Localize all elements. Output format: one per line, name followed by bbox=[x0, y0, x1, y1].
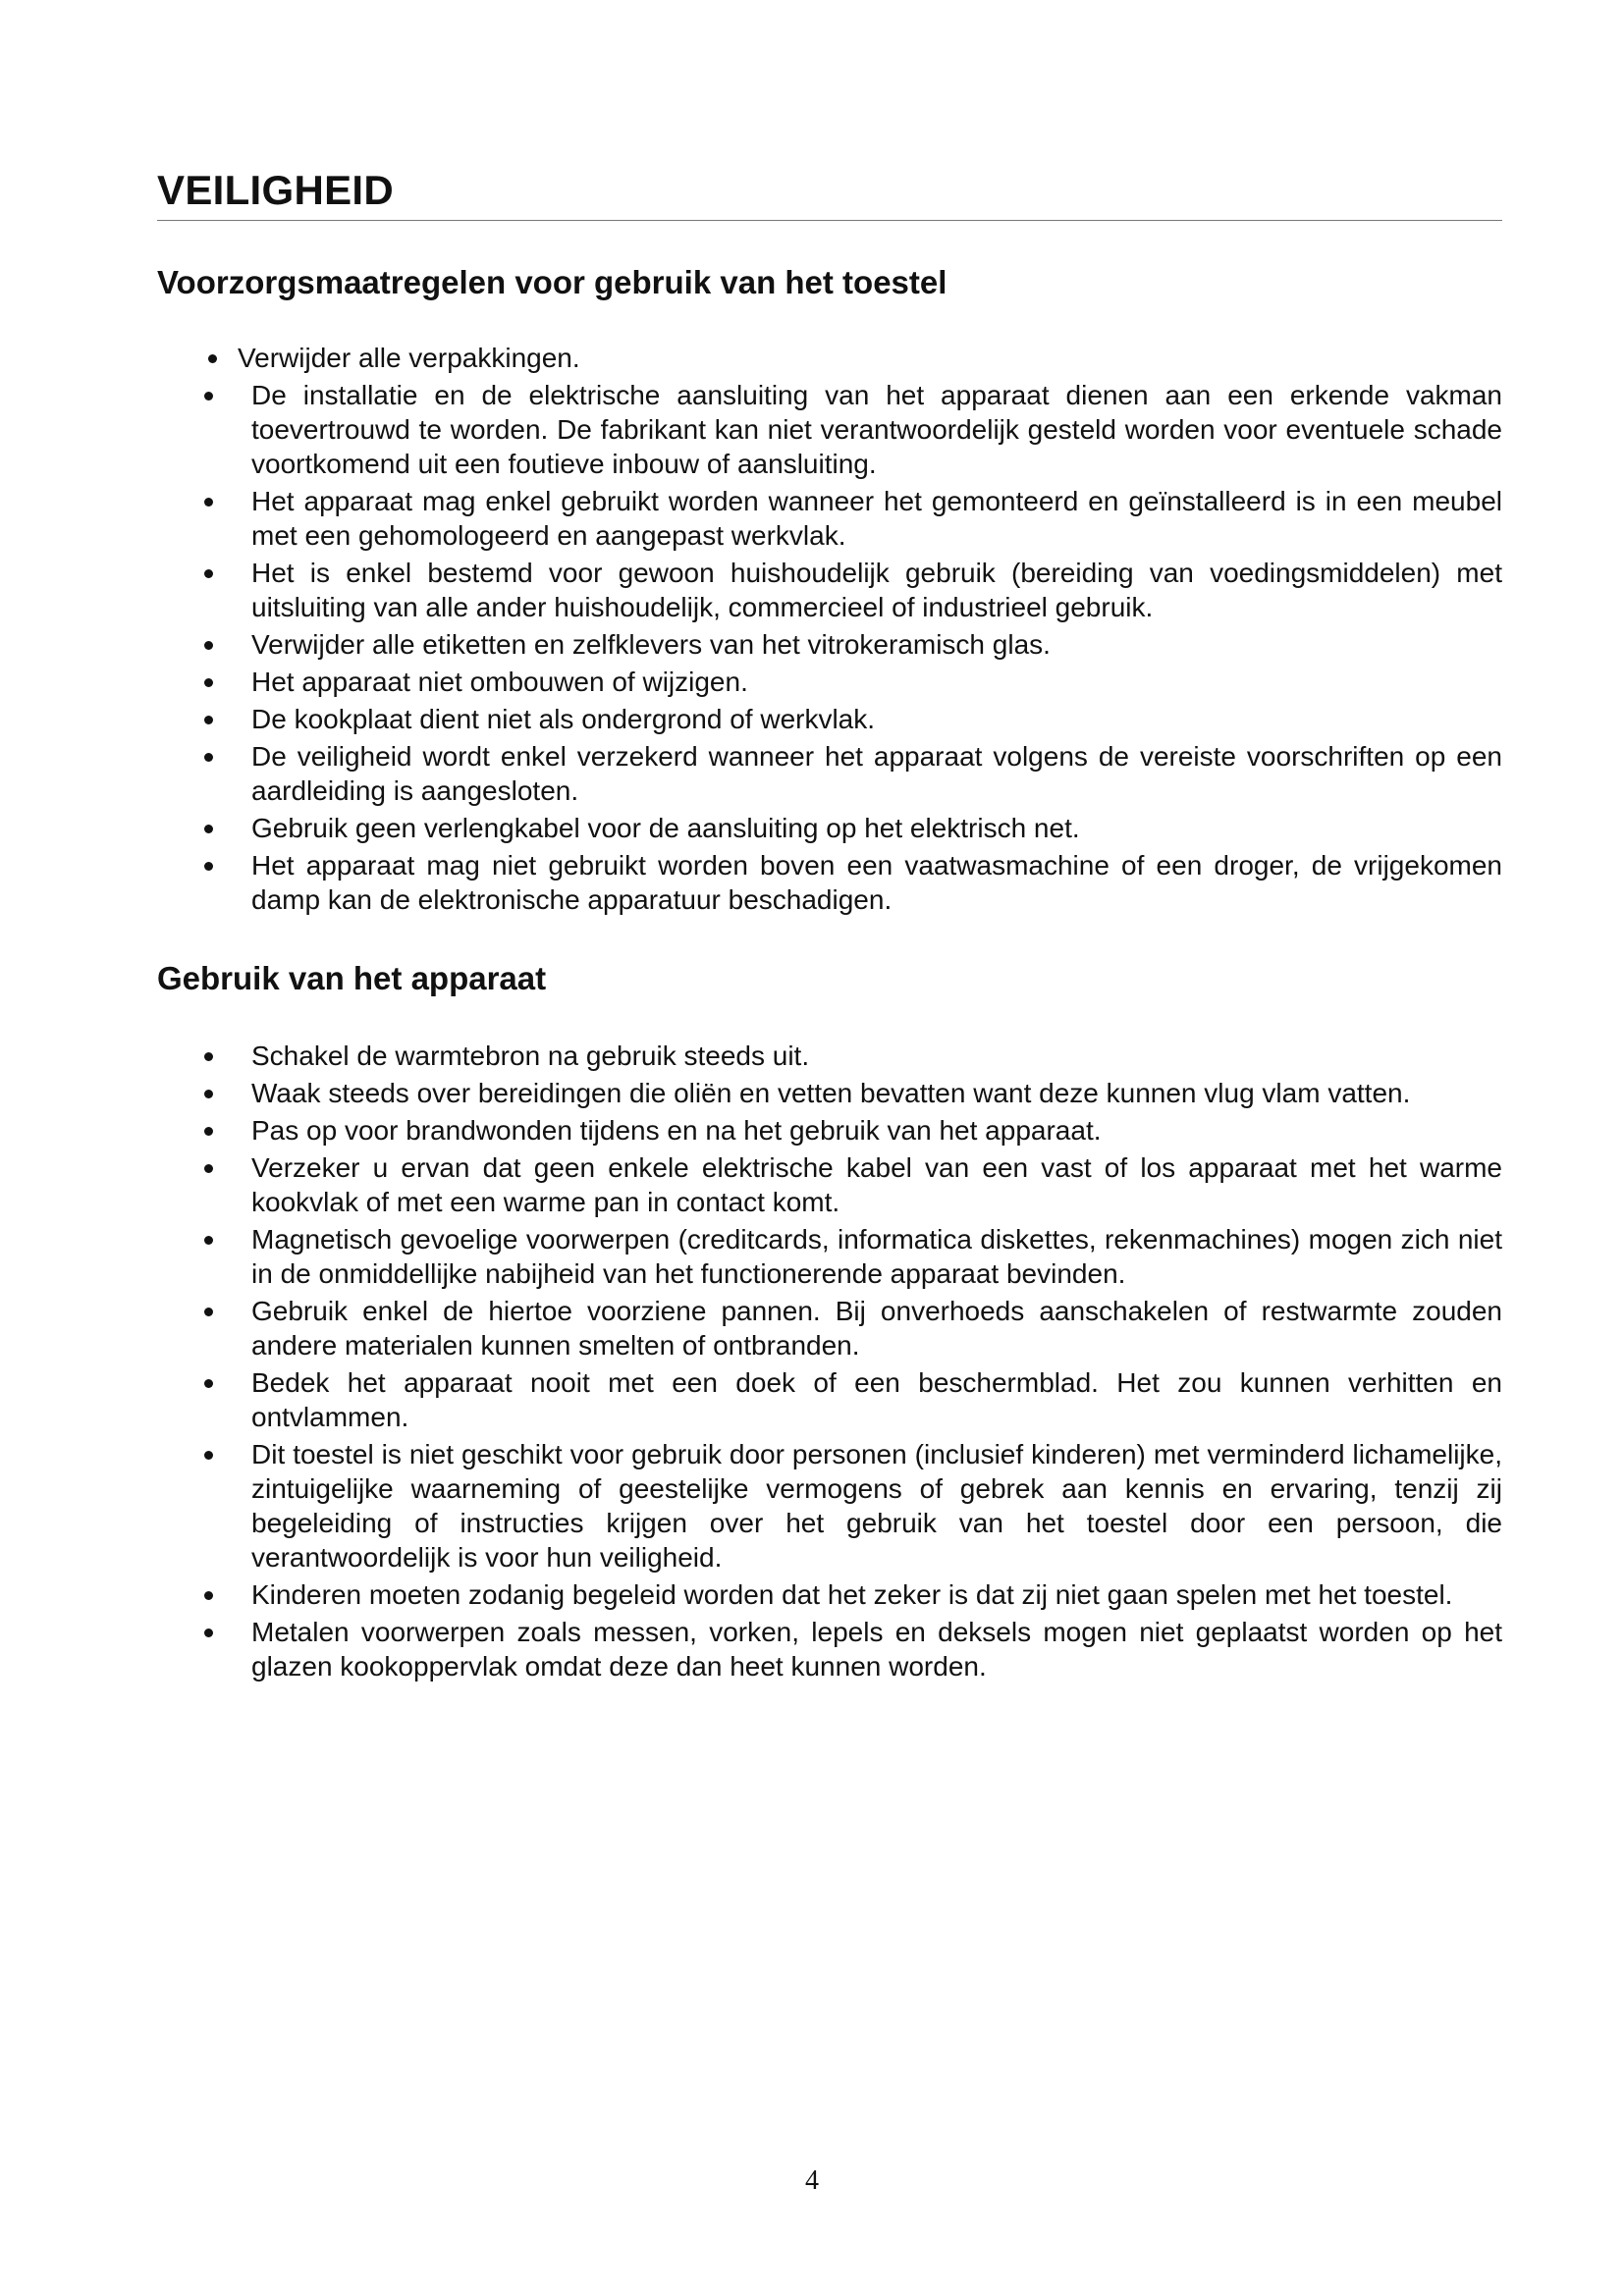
list-item bbox=[157, 1365, 1502, 1434]
document-page bbox=[157, 167, 1502, 1686]
list-item bbox=[157, 1113, 1502, 1148]
page-number: 4 bbox=[805, 2165, 819, 2196]
page-title: VEILIGHEID bbox=[157, 167, 395, 213]
bullet-icon bbox=[204, 753, 213, 762]
list-item-text: Verzeker u ervan dat geen enkele elektrische kabel van een vast of los apparaat met het warme kookvlak of met een warme pan in contact komt. bbox=[251, 1152, 1502, 1217]
list-item-text: Verwijder alle etiketten en zelfklevers van het vitrokeramisch glas. bbox=[251, 629, 1051, 660]
list-item-text: Schakel de warmtebron na gebruik steeds uit. bbox=[251, 1041, 810, 1071]
section-heading-usage: Gebruik van het apparaat bbox=[157, 960, 547, 996]
list-item-text: Waak steeds over bereidingen die oliën en vetten bevatten want deze kunnen vlug vlam vatten. bbox=[251, 1078, 1411, 1108]
bullet-icon bbox=[204, 862, 213, 871]
list-item bbox=[157, 1437, 1502, 1575]
list-item-text: Het apparaat mag enkel gebruikt worden wanneer het gemonteerd en geïnstalleerd is in een meubel met een gehomologeerd en aangepast werkvlak. bbox=[251, 486, 1502, 551]
list-item-text: Het is enkel bestemd voor gewoon huishoudelijk gebruik (bereiding van voedingsmiddelen) met uitsluiting van alle ander huishoudelijk, commercieel of industrieel gebruik. bbox=[251, 558, 1502, 622]
list-item-text: De installatie en de elektrische aansluiting van het apparaat dienen aan een erkende vakman toevertrouwd te worden. De fabrikant kan niet verantwoordelijk gesteld worden voor eventuele schade voortkomend uit een foutieve inbouw of aansluiting. bbox=[251, 380, 1502, 479]
bullet-icon bbox=[204, 392, 213, 400]
list-item bbox=[157, 848, 1502, 917]
list-item bbox=[157, 556, 1502, 624]
list-item-text: Gebruik enkel de hiertoe voorziene pannen. Bij onverhoeds aanschakelen of restwarmte zouden andere materialen kunnen smelten of ontbranden. bbox=[251, 1296, 1502, 1361]
section-heading-precautions: Voorzorgsmaatregelen voor gebruik van het toestel bbox=[157, 264, 947, 300]
list-item-text: Verwijder alle verpakkingen. bbox=[238, 343, 580, 373]
list-item bbox=[157, 627, 1502, 662]
list-item bbox=[157, 1222, 1502, 1291]
list-item bbox=[157, 1150, 1502, 1219]
list-item bbox=[157, 1615, 1502, 1683]
list-item-text: Magnetisch gevoelige voorwerpen (creditcards, informatica diskettes, rekenmachines) mogen zich niet in de onmiddellijke nabijheid van het functionerende apparaat bevinden. bbox=[251, 1224, 1502, 1289]
bullet-icon bbox=[204, 1127, 213, 1136]
title-divider bbox=[157, 220, 1502, 221]
bullet-icon bbox=[204, 498, 213, 507]
bullet-icon bbox=[204, 641, 213, 650]
bullet-icon bbox=[204, 1379, 213, 1388]
bullet-icon bbox=[204, 678, 213, 687]
bullet-icon bbox=[204, 825, 213, 833]
list-item-text: De kookplaat dient niet als ondergrond of werkvlak. bbox=[251, 704, 876, 734]
bullet-icon bbox=[204, 1308, 213, 1316]
list-item bbox=[157, 1039, 1502, 1073]
list-item bbox=[157, 702, 1502, 736]
list-item-text: Bedek het apparaat nooit met een doek of een beschermblad. Het zou kunnen verhitten en ontvlammen. bbox=[251, 1367, 1502, 1432]
bullet-icon bbox=[204, 1164, 213, 1173]
bullet-icon bbox=[204, 1236, 213, 1245]
list-item-text: Pas op voor brandwonden tijdens en na het gebruik van het apparaat. bbox=[251, 1115, 1102, 1146]
list-item bbox=[157, 665, 1502, 699]
list-item-text: Het apparaat mag niet gebruikt worden boven een vaatwasmachine of een droger, de vrijgekomen damp kan de elektronische apparatuur beschadigen. bbox=[251, 850, 1502, 915]
bullet-icon bbox=[208, 354, 217, 363]
usage-list bbox=[157, 1039, 1502, 1683]
list-item bbox=[157, 811, 1502, 845]
list-item-text: Gebruik geen verlengkabel voor de aansluiting op het elektrisch net. bbox=[251, 813, 1080, 843]
bullet-icon bbox=[204, 1090, 213, 1098]
list-item-text: De veiligheid wordt enkel verzekerd wanneer het apparaat volgens de vereiste voorschriften op een aardleiding is aangesloten. bbox=[251, 741, 1502, 806]
list-item-text: Metalen voorwerpen zoals messen, vorken, lepels en deksels mogen niet geplaatst worden op het glazen kookoppervlak omdat deze dan heet kunnen worden. bbox=[251, 1617, 1502, 1682]
list-item bbox=[157, 1294, 1502, 1362]
list-item-text: Het apparaat niet ombouwen of wijzigen. bbox=[251, 667, 748, 697]
list-item bbox=[157, 739, 1502, 808]
list-item bbox=[157, 1577, 1502, 1612]
bullet-icon bbox=[204, 716, 213, 724]
list-item bbox=[157, 378, 1502, 481]
list-item-text: Kinderen moeten zodanig begeleid worden dat het zeker is dat zij niet gaan spelen met het toestel. bbox=[251, 1579, 1453, 1610]
list-item-text: Dit toestel is niet geschikt voor gebruik door personen (inclusief kinderen) met verminderd lichamelijke, zintuigelijke waarneming of geestelijke vermogens of gebrek aan kennis en ervaring, tenzij zij begeleiding of instructies krijgen over het gebruik van het toestel door een persoon, die verantwoordelijk is voor hun veiligheid. bbox=[251, 1439, 1502, 1573]
precautions-list bbox=[157, 341, 1502, 917]
bullet-icon bbox=[204, 1052, 213, 1061]
bullet-icon bbox=[204, 569, 213, 578]
bullet-icon bbox=[204, 1451, 213, 1460]
bullet-icon bbox=[204, 1629, 213, 1637]
list-item bbox=[157, 1076, 1502, 1110]
bullet-icon bbox=[204, 1591, 213, 1600]
list-item bbox=[157, 484, 1502, 553]
list-item bbox=[157, 341, 1502, 375]
